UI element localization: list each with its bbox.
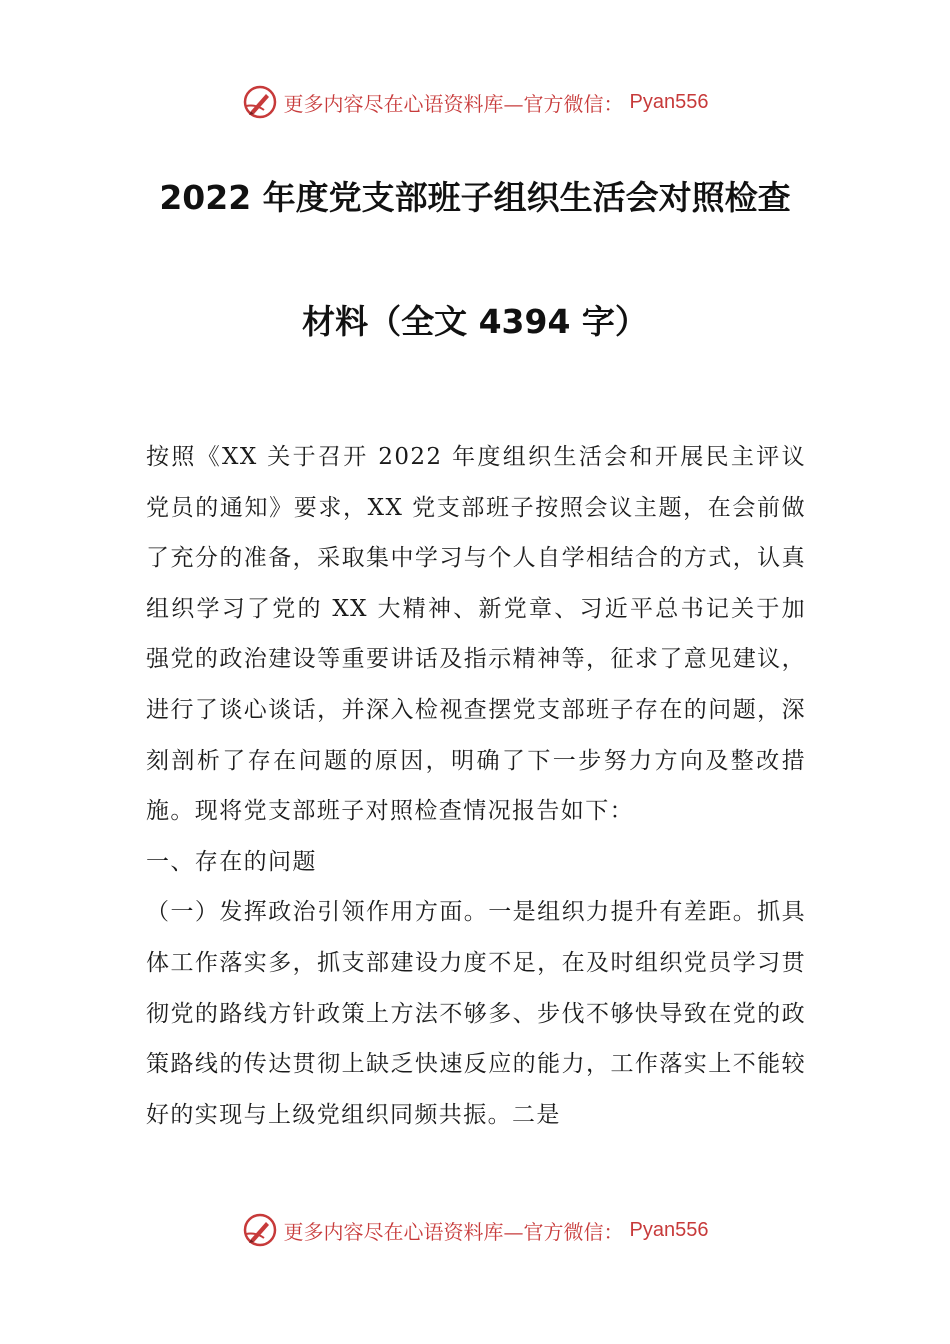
document-title-line-1: 2022 年度党支部班子组织生活会对照检查 — [159, 178, 791, 217]
section-1-paragraph: （一）发挥政治引领作用方面。一是组织力提升有差距。抓具体工作落实多，抓支部建设力度不足，在及时组织党员学习贯彻党的路线方针政策上方法不够多、步伐不够快导致在党的政策路线的传达贯彻上缺乏快速反应的能力，工作落实上不能较好的实现与上级党组织同频共振。二是 — [146, 899, 806, 1128]
document-title-line-2: 材料（全文 4394 字） — [302, 302, 648, 341]
footer-watermark-banner — [0, 1210, 950, 1250]
banner-wechat-handle: Pyan556 — [629, 90, 709, 113]
banner-wechat-handle: Pyan556 — [629, 1218, 709, 1241]
intro-paragraph: 按照《XX 关于召开 2022 年度组织生活会和开展民主评议党员的通知》要求，XX 党支部班子按照会议主题，在会前做了充分的准备，采取集中学习与个人自学相结合的方式，认真组织学习了党的 XX 大精神、新党章、习近平总书记关于加强党的政治建设等重要讲话及指示精神等，征求了意见建议，进行了谈心谈话，并深入检视查摆党支部班子存在的问题，深刻剖析了存在问题的原因，明确了下一步努力方向及整改措施。现将党支部班子对照检查情况报告如下： — [146, 444, 806, 825]
banner-text: 更多内容尽在心语资料库—官方微信： — [283, 91, 624, 116]
pen-logo-icon — [242, 84, 278, 120]
pen-logo-icon — [242, 1212, 278, 1248]
banner-text: 更多内容尽在心语资料库—官方微信： — [283, 1219, 624, 1244]
section-heading: 一、存在的问题 — [146, 848, 317, 875]
document-body — [146, 432, 806, 1140]
header-watermark-banner — [0, 82, 950, 122]
